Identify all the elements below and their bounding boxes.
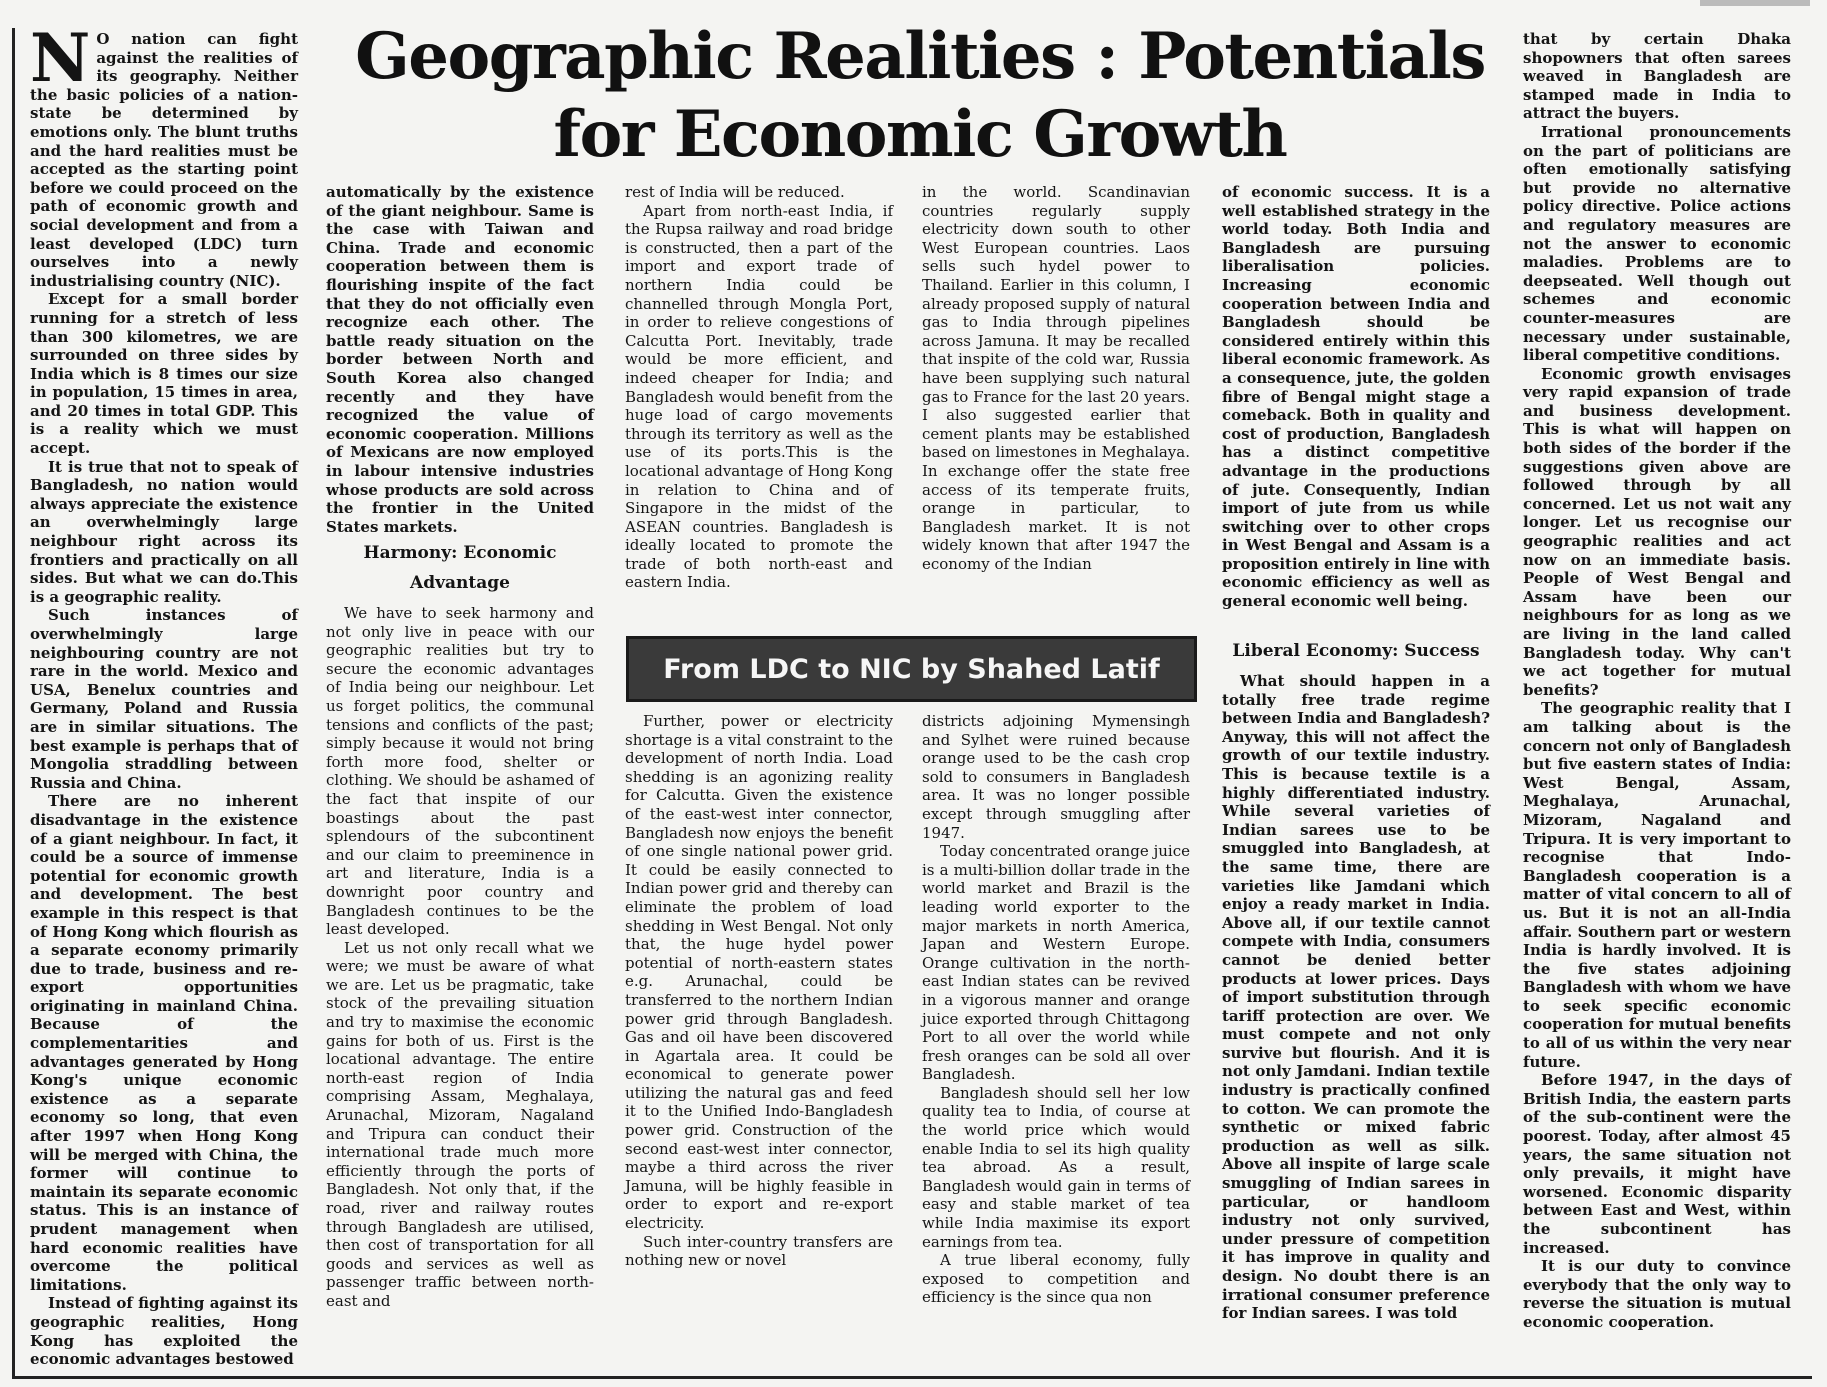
byline-banner: From LDC to NIC by Shahed Latif [626, 636, 1197, 702]
headline-line-2: for Economic Growth [553, 97, 1287, 172]
paragraph: We have to seek harmony and not only live in peace with our geographic realities but try to secure the economic advantages of India being our neighbour. Let us forget politics, the communal tensions and conflicts of the past; simply because it would not bring forth more food, shelter or clothing. We should be ashamed of the fact that inspite of our boastings about the past splendours of the subcontinent and our claim to preeminence in art and literature, India is a downright poor country and Bangladesh continues to be the least developed. [326, 604, 594, 939]
paragraph: The geographic reality that I am talking about is the concern not only of Bangladesh but five eastern states of India: West Bengal, Assam, Meghalaya, Arunachal, Mizoram, Nagaland and Tripura. It is very important to recognise that Indo-Bangladesh cooperation is a matter of vital concern to all of us. But it is not an all-India affair. Southern part or western India is hardly involved. It is the five states adjoining Bangladesh with whom we have to seek specific economic cooperation for mutual benefits to all of us within the very near future. [1523, 699, 1791, 1071]
column-5-bottom-body [1222, 672, 1490, 1323]
paragraph: that by certain Dhaka shopowners that often sarees weaved in Bangladesh are stamped made in India to attract the buyers. [1523, 30, 1791, 123]
article-headline [330, 18, 1510, 174]
paragraph: Further, power or electricity shortage is a vital constraint to the development of north India. Load shedding is an agonizing reality for Calcutta. Given the existence of the east-west inter connector, Bangladesh now enjoys the benefit of one single national power grid. It could be easily connected to Indian power grid and thereby can eliminate the problem of load shedding in West Bengal. Not only that, the huge hydel power potential of north-eastern states e.g. Arunachal, could be transferred to the northern Indian power grid through Bangladesh. Gas and oil have been discovered in Agartala area. It could be economical to generate power utilizing the natural gas and feed it to the Unified Indo-Bangladesh power grid. Construction of the second east-west inter connector, maybe a third across the river Jamuna, will be highly feasible in order to export and re-export electricity. [625, 712, 893, 1233]
column-4-top [922, 183, 1190, 623]
paragraph: rest of India will be reduced. [625, 183, 845, 201]
column-4-bottom [922, 712, 1190, 1372]
paragraph: automatically by the existence of the giant neighbour. Same is the case with Taiwan and China. Trade and economic cooperation between them is flourishing inspite of the fact that they do not officially even recognize each other. The battle ready situation on the border between North and South Korea also changed recently and they have recognized the value of economic cooperation. Millions of Mexicans are now employed in labour intensive industries whose products are sold across the frontier in the United States markets. [326, 183, 594, 536]
paragraph: Except for a small border running for a stretch of less than 300 kilometres, we are surrounded on three sides by India which is 8 times our size in population, 15 times in area, and 20 times in total GDP. This is a reality which we must accept. [30, 290, 298, 458]
paragraph: There are no inherent disadvantage in the existence of a giant neighbour. In fact, it could be a source of immense potential for economic growth and development. The best example in this respect is that of Hong Kong which flourish as a separate economy primarily due to trade, business and re-export opportunities originating in mainland China. Because of the complementarities and advantages generated by Hong Kong's unique economic existence as a separate economy so long, that even after 1997 when Hong Kong will be merged with China, the former will continue to maintain its separate economic status. This is an instance of prudent management when hard economic realities have overcome the political limitations. [30, 792, 298, 1294]
column-2-bottom-body [326, 604, 594, 1311]
column-2-bottom [326, 528, 594, 1370]
column-3-bottom [625, 712, 893, 1372]
headline-line-1: Geographic Realities : Potentials [355, 19, 1485, 94]
left-column-rule [12, 28, 15, 1378]
bottom-rule [12, 1376, 1812, 1379]
drop-cap: N [30, 19, 91, 97]
paragraph: A true liberal economy, fully exposed to competition and efficiency is the since qua non [922, 1251, 1190, 1307]
paragraph: Economic growth envisages very rapid expansion of trade and business development. This is what will happen on both sides of the border if the suggestions given above are followed through by all concerned. Let us not wait any longer. Let us recognise our geographic realities and act now on an immediate basis. People of West Bengal and Assam have been our neighbours for as long as we are living in the land called Bangladesh today. Why can't we act together for mutual benefits? [1523, 364, 1791, 699]
column-3-bottom-body [625, 712, 893, 1270]
paragraph: Today concentrated orange juice is a multi-billion dollar trade in the world market and Brazil is the leading world exporter to the major markets in north America, Japan and Western Europe. Orange cultivation in the north-east Indian states can be revived in a vigorous manner and orange juice exported through Chittagong Port to all over the world while fresh oranges can be sold all over Bangladesh. [922, 842, 1190, 1084]
column-3-top [625, 183, 893, 623]
column-3-top-body [625, 183, 893, 592]
paragraph: Let us not only recall what we were; we must be aware of what we are. Let us be pragmatic, take stock of the prevailing situation and try to maximise the economic gains for both of us. First is the locational advantage. The entire north-east region of India comprising Assam, Meghalaya, Arunachal, Mizoram, Nagaland and Tripura can conduct their international trade much more efficiently through the ports of Bangladesh. Not only that, if the road, river and railway routes through Bangladesh are utilised, then cost of transportation for all goods and services as well as passenger traffic between north-east and [326, 938, 594, 1310]
page-top-marker [1700, 0, 1810, 6]
paragraph: in the world. Scandinavian countries regularly supply electricity down south to other West European countries. Laos sells such hydel power to Thailand. Earlier in this column, I already proposed supply of natural gas to India through pipelines across Jamuna. It may be recalled that inspite of the cold war, Russia have been supplying such natural gas to France for the last 20 years. I also suggested earlier that cement plants may be established based on limestones in Meghalaya. In exchange offer the state free access of its temperate fruits, orange in particular, to Bangladesh market. It is not widely known that after 1947 the economy of the Indian [922, 183, 1190, 573]
subhead-liberal: Liberal Economy: Success [1232, 641, 1480, 661]
column-2-top [326, 183, 594, 536]
column-1 [30, 19, 298, 1370]
paragraph: O nation can fight against the realities of its geography. Neither the basic policies of a nation-state be determined by emotions only. The blunt truths and the hard realities must be accepted as the starting point before we could proceed on the path of economic growth and social development and from a least developed (LDC) turn ourselves into a newly industrialising country (NIC). [30, 30, 298, 290]
paragraph: Such inter-country transfers are nothing new or novel [625, 1232, 893, 1270]
paragraph: What should happen in a totally free trade regime between India and Bangladesh? Anyway, this will not affect the growth of our textile industry. This is because textile is a highly differentiated industry. While several varieties of Indian sarees use to be smuggled into Bangladesh, at the same time, there are varieties like Jamdani which enjoy a ready market in India. Above all, if our textile cannot compete with India, consumers cannot be denied better products at lower prices. Days of import substitution through tariff protection are over. We must compete and not only survive but flourish. And it is not only Jamdani. Indian textile industry is practically confined to cotton. We can promote the synthetic or mixed fabric production as well as silk. Above all inspite of large scale smuggling of Indian sarees in particular, or handloom industry not only survived, under pressure of competition it has improve in quality and design. No doubt there is an irrational consumer preference for Indian sarees. I was told [1222, 672, 1490, 1323]
paragraph: Instead of fighting against its geographic realities, Hong Kong has exploited the economic advantages bestowed [30, 1294, 298, 1369]
column-5-top-body [1222, 183, 1490, 611]
column-6-body [1523, 30, 1791, 1332]
column-4-bottom-body [922, 712, 1190, 1307]
paragraph: It is true that not to speak of Bangladesh, no nation would always appreciate the existence an overwhelmingly large neighbour right across its frontiers and practically on all sides. But what we can do.This is a geographic reality. [30, 457, 298, 606]
column-2-top-body [326, 183, 594, 536]
paragraph: Before 1947, in the days of British India, the eastern parts of the sub-continent were the poorest. Today, after almost 45 years, the same situation not only prevails, it might have worsened. Economic disparity between East and West, within the subcontinent has increased. [1523, 1071, 1791, 1257]
column-1-body [30, 19, 298, 1369]
column-6 [1523, 30, 1791, 1372]
paragraph: districts adjoining Mymensingh and Sylhet were ruined because orange used to be the cash crop sold to consumers in Bangladesh area. It was no longer possible except through smuggling after 1947. [922, 712, 1190, 842]
column-4-top-body [922, 183, 1190, 573]
paragraph: Such instances of overwhelmingly large neighbouring country are not rare in the world. Mexico and USA, Benelux countries and Germany, Poland and Russia are in similar situations. The best example is perhaps that of Mongolia straddling between Russia and China. [30, 606, 298, 792]
paragraph: Irrational pronouncements on the part of politicians are often emotionally satisfying but provide no alternative policy directive. Police actions and regulatory measures are not the answer to economic maladies. Problems are to deepseated. Well though out schemes and economic counter-measures are necessary under sustainable, liberal competitive conditions. [1523, 122, 1791, 365]
subhead-harmony: Harmony: Economic Advantage [363, 543, 557, 593]
column-5-bottom [1222, 626, 1490, 1372]
paragraph: It is our duty to convince everybody that the only way to reverse the situation is mutual economic cooperation. [1523, 1257, 1791, 1331]
column-5-top [1222, 183, 1490, 623]
paragraph: Apart from north-east India, if the Rupsa railway and road bridge is constructed, then a part of the import and export trade of northern India could be channelled through Mongla Port, in order to relieve congestions of Calcutta Port. Inevitably, trade would be more efficient, and indeed cheaper for India; and Bangladesh would benefit from the huge load of cargo movements through its territory as well as the use of its ports.This is the locational advantage of Hong Kong in relation to China and of Singapore in the midst of the ASEAN countries. Bangladesh is ideally located to promote the trade of both north-east and eastern India. [625, 201, 893, 592]
paragraph: Bangladesh should sell her low quality tea to India, of course at the world price which would enable India to sel its high quality tea abroad. As a result, Bangladesh would gain in terms of easy and stable market of tea while India maximise its export earnings from tea. [922, 1083, 1190, 1251]
paragraph: of economic success. It is a well established strategy in the world today. Both India and Bangladesh are pursuing liberalisation policies. Increasing economic cooperation between India and Bangladesh should be considered entirely within this liberal economic framework. As a consequence, jute, the golden fibre of Bengal might stage a comeback. Both in quality and cost of production, Bangladesh has a distinct competitive advantage in the productions of jute. Consequently, Indian import of jute from us while switching over to other crops in West Bengal and Assam is a proposition entirely in line with economic efficiency as well as general economic well being. [1222, 183, 1490, 611]
